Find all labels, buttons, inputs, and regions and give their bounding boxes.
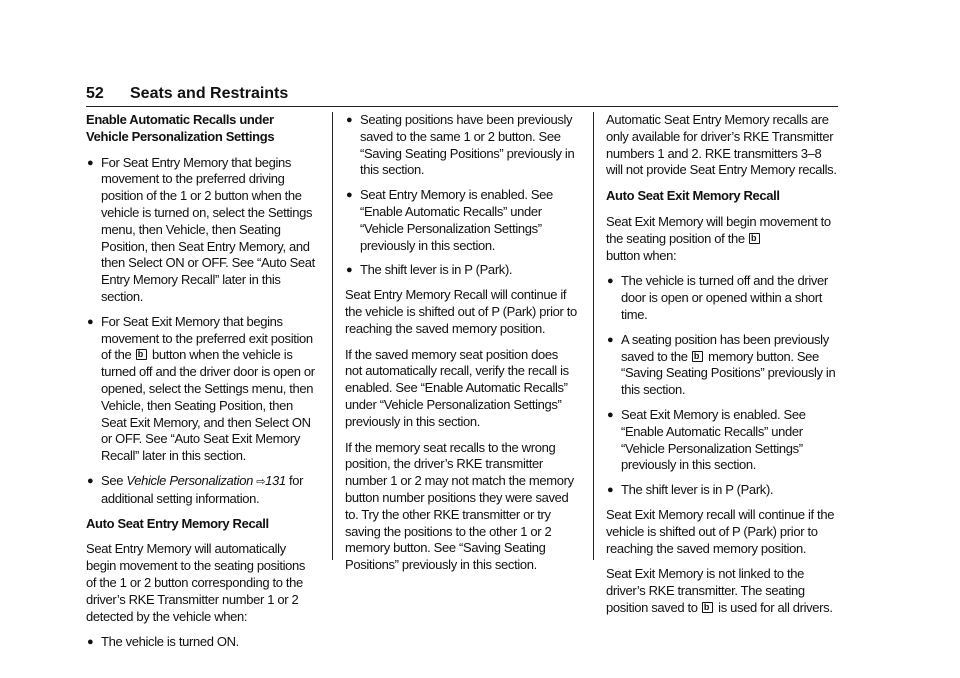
bullet-icon: ● bbox=[607, 275, 614, 288]
heading-enable-automatic-recalls: Enable Automatic Recalls under Vehicle Personalization Settings bbox=[86, 112, 275, 144]
list-item bbox=[86, 473, 318, 508]
paragraph bbox=[606, 214, 838, 264]
list-item bbox=[345, 262, 577, 279]
paragraph: Seat Entry Memory will automatically begin movement to the seating positions of the 1 or 2 button corresponding to the driver’s RKE Transmitter number 1 or 2 detected by the vehicle when: bbox=[86, 541, 306, 624]
heading-auto-seat-exit-memory-recall: Auto Seat Exit Memory Recall bbox=[606, 188, 780, 204]
paragraph-text: Seat Exit Memory is not linked to the driver’s RKE transmitter. The seating position saved to bbox=[606, 566, 805, 615]
bullet-icon: ● bbox=[346, 114, 353, 126]
list-item-text: A seating position has been previously saved to the bbox=[621, 331, 829, 364]
list-item bbox=[345, 112, 577, 179]
bullet-list bbox=[345, 112, 577, 279]
list-item-text: Seat Exit Memory is enabled. See “Enable Automatic Recalls” under “Vehicle Personalization Settings” previously in this section. bbox=[621, 406, 806, 473]
paragraph: Seat Exit Memory recall will continue if the vehicle is shifted out of P (Park) prior to reaching the saved memory position. bbox=[606, 506, 835, 556]
bullet-icon: ● bbox=[607, 484, 614, 497]
page-reference-number[interactable]: 131 bbox=[265, 472, 286, 488]
memory-button-icon bbox=[692, 351, 703, 362]
bullet-icon: ● bbox=[87, 315, 94, 328]
see-text: See bbox=[101, 472, 124, 488]
paragraph-text: Seat Exit Memory will begin movement to the seating position of the bbox=[606, 213, 831, 246]
list-item-text: For Seat Exit Memory that begins movement to the preferred exit position of the bbox=[101, 313, 313, 363]
cross-reference-link[interactable]: Vehicle Personalization bbox=[126, 472, 253, 488]
column-2 bbox=[345, 112, 577, 583]
list-item bbox=[86, 314, 318, 465]
section-title: Seats and Restraints bbox=[130, 85, 289, 102]
memory-button-icon bbox=[749, 233, 760, 244]
bullet-icon: ● bbox=[607, 333, 614, 346]
bullet-icon: ● bbox=[87, 474, 94, 487]
memory-button-icon bbox=[136, 349, 147, 360]
bullet-list bbox=[86, 634, 318, 651]
list-item-text: For Seat Entry Memory that begins movement to the preferred driving position of the 1 or 2 button when the vehicle is turned on, select the Settings menu, then Vehicle, then Seating Position, then Seat Entry Memory, and then Select ON or OFF. See “Auto Seat Entry Memory Recall” later in this section. bbox=[101, 154, 315, 304]
heading-auto-seat-entry-memory-recall: Auto Seat Entry Memory Recall bbox=[86, 515, 269, 531]
bullet-icon: ● bbox=[87, 156, 94, 169]
list-item bbox=[345, 187, 577, 254]
paragraph: If the memory seat recalls to the wrong position, the driver’s RKE transmitter number 1 or 2 may not match the memory button number positions they were saved to. Try the other RKE transmitter or try saving the positions to the other 1 or 2 memory button. See “Saving Seating Positions” previously in this section. bbox=[345, 439, 574, 573]
list-item-text: The vehicle is turned off and the driver door is open or opened within a short time. bbox=[621, 273, 828, 322]
list-item-text: The shift lever is in P (Park). bbox=[360, 262, 513, 278]
page-reference-arrow-icon: ⇨ bbox=[256, 475, 266, 488]
bullet-list bbox=[606, 273, 838, 499]
column-3 bbox=[606, 112, 838, 626]
bullet-icon: ● bbox=[346, 264, 353, 277]
bullet-icon: ● bbox=[346, 189, 353, 202]
column-divider bbox=[593, 112, 594, 560]
paragraph-text: button when: bbox=[606, 247, 677, 263]
bullet-list bbox=[86, 155, 318, 508]
list-item-text: Seating positions have been previously saved to the same 1 or 2 button. See “Saving Seating Positions” previously in this section. bbox=[360, 112, 575, 178]
list-item bbox=[606, 482, 838, 499]
page-header bbox=[86, 84, 838, 107]
bullet-icon: ● bbox=[87, 636, 94, 649]
list-item bbox=[606, 407, 838, 474]
list-item bbox=[606, 332, 838, 399]
paragraph: If the saved memory seat position does not automatically recall, verify the recall is enabled. See “Enable Automatic Recalls” under “Vehicle Personalization Settings” previously in this section. bbox=[345, 346, 569, 429]
bullet-icon: ● bbox=[607, 408, 614, 421]
column-1 bbox=[86, 112, 318, 659]
list-item-text: Seat Entry Memory is enabled. See “Enable Automatic Recalls” under “Vehicle Personalization Settings” previously in this section. bbox=[360, 187, 553, 253]
list-item-text: for additional setting information. bbox=[101, 472, 304, 506]
list-item bbox=[606, 273, 838, 323]
paragraph bbox=[606, 566, 838, 616]
list-item bbox=[86, 634, 318, 651]
list-item bbox=[86, 155, 318, 306]
paragraph: Seat Entry Memory Recall will continue if the vehicle is shifted out of P (Park) prior to reaching the saved memory position. bbox=[345, 287, 577, 336]
page-number: 52 bbox=[86, 85, 104, 102]
list-item-text: memory button. See “Saving Seating Positions” previously in this section. bbox=[621, 348, 836, 398]
list-item-text: The shift lever is in P (Park). bbox=[621, 482, 774, 498]
column-divider bbox=[332, 112, 333, 560]
paragraph-text: is used for all drivers. bbox=[718, 599, 833, 615]
list-item-text: button when the vehicle is turned off and the driver door is open or opened, select the Settings menu, then Vehicle, then Seating Position, then Seat Exit Memory, and then Select ON or OFF. See “Auto Seat Exit Memory Recall” later in this section. bbox=[101, 347, 315, 464]
list-item-text: The vehicle is turned ON. bbox=[101, 634, 239, 650]
paragraph: Automatic Seat Entry Memory recalls are only available for driver’s RKE Transmitter numbers 1 and 2. RKE transmitters 3–8 will not provide Seat Entry Memory recalls. bbox=[606, 112, 837, 178]
memory-button-icon bbox=[702, 602, 713, 613]
